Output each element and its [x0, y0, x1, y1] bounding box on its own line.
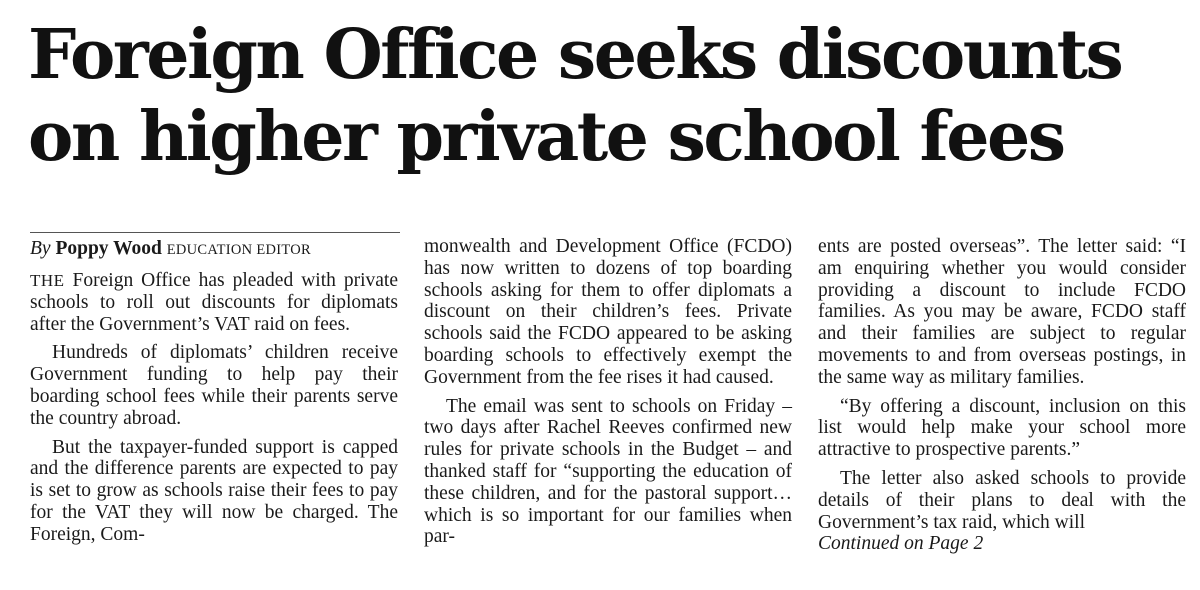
- article-column-2: [424, 236, 792, 548]
- paragraph: “By offering a discount, inclusion on this list would help make your school more attractive to prospective parents.”: [818, 395, 1186, 461]
- lead-word: THE: [30, 271, 65, 290]
- article-column-1: [30, 238, 398, 546]
- paragraph: But the taxpayer-funded support is capped and the difference parents are expected to pay is set to grow as schools raise their fees to pay for the VAT they will now be charged. The Foreign, Com-: [30, 436, 398, 545]
- article-column-3: [818, 236, 1186, 555]
- paragraph: The letter also asked schools to provide details of their plans to deal with the Government’s tax raid, which will: [818, 467, 1186, 533]
- paragraph-text: Foreign Office has pleaded with private schools to roll out discounts for diplomats after the Government’s VAT raid on fees.: [30, 270, 398, 335]
- paragraph: [30, 270, 398, 335]
- byline-rule: [30, 232, 400, 233]
- paragraph: monwealth and Development Office (FCDO) has now written to dozens of top boarding schools asking for them to offer diplomats a discount on their children’s fees. Private schools said the FCDO appeared to be asking boarding schools to effectively exempt the Government from the fee rises it had caused.: [424, 236, 792, 388]
- byline: [30, 238, 398, 261]
- byline-role: EDUCATION EDITOR: [166, 242, 312, 258]
- headline: [28, 14, 1188, 178]
- continued-link[interactable]: Continued on Page 2: [818, 533, 984, 555]
- byline-author: Poppy Wood: [55, 238, 162, 259]
- headline-line-2: on higher private school fees: [28, 97, 1064, 177]
- paragraph: The email was sent to schools on Friday – two days after Rachel Reeves confirmed new rules for private schools in the Budget – and thanked staff for “supporting the education of these children, and for the pastoral support… which is so important for our families when par-: [424, 395, 792, 548]
- byline-by: By: [30, 238, 51, 259]
- paragraph: Hundreds of diplomats’ children receive Government funding to help pay their boarding school fees while their parents serve the country abroad.: [30, 342, 398, 429]
- paragraph: ents are posted overseas”. The letter said: “I am enquiring whether you would consider providing a discount to include FCDO families. As you may be aware, FCDO staff and their families are subject to regular movements to and from overseas postings, in the same way as military families.: [818, 236, 1186, 388]
- headline-line-1: Foreign Office seeks discounts: [28, 15, 1122, 95]
